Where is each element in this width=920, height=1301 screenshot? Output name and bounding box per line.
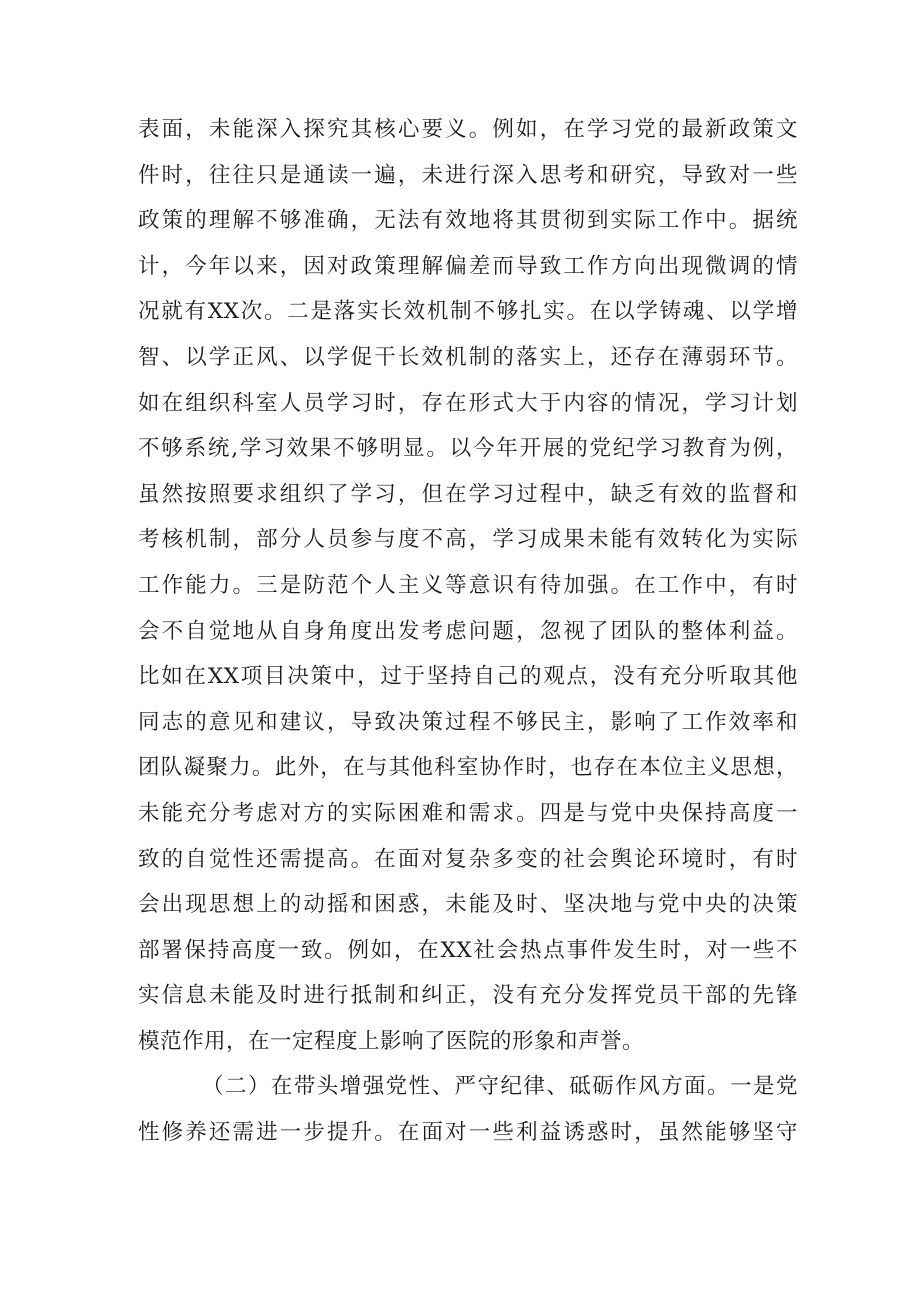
text-line: 会出现思想上的动摇和困惑，未能及时、坚决地与党中央的决策 [138, 892, 798, 918]
text-line: 政策的理解不够准确，无法有效地将其贯彻到实际工作中。据统 [138, 208, 798, 234]
paragraph-end-line: 模范作用，在一定程度上影响了医院的形象和声誉。 [138, 1028, 645, 1054]
text-line: 工作能力。三是防范个人主义等意识有待加强。在工作中，有时 [138, 572, 798, 598]
text-line: 考核机制，部分人员参与度不高，学习成果未能有效转化为实际 [138, 527, 798, 553]
text-line: 同志的意见和建议，导致决策过程不够民主，影响了工作效率和 [138, 709, 798, 735]
text-line: 如在组织科室人员学习时，存在形式大于内容的情况，学习计划 [138, 390, 798, 416]
section-heading-line: （二）在带头增强党性、严守纪律、砥砺作风方面。一是党 [202, 1074, 798, 1100]
text-line: 比如在XX项目决策中，过于坚持自己的观点，没有充分听取其他 [138, 664, 798, 690]
text-line: 计，今年以来，因对政策理解偏差而导致工作方向出现微调的情 [138, 253, 798, 279]
text-line: 智、以学正风、以学促干长效机制的落实上，还存在薄弱环节。 [138, 344, 798, 370]
text-line: 实信息未能及时进行抵制和纠正，没有充分发挥党员干部的先锋 [138, 983, 798, 1009]
text-line: 致的自觉性还需提高。在面对复杂多变的社会舆论环境时，有时 [138, 846, 798, 872]
text-line: 表面，未能深入探究其核心要义。例如，在学习党的最新政策文 [138, 117, 798, 142]
text-line: 部署保持高度一致。例如，在XX社会热点事件发生时，对一些不 [138, 937, 798, 963]
text-line: 未能充分考虑对方的实际困难和需求。四是与党中央保持高度一 [138, 800, 798, 826]
text-line: 件时，往往只是通读一遍，未进行深入思考和研究，导致对一些 [138, 162, 798, 188]
text-line: 况就有XX次。二是落实长效机制不够扎实。在以学铸魂、以学增 [138, 299, 798, 325]
text-line: 虽然按照要求组织了学习，但在学习过程中，缺乏有效的监督和 [138, 481, 798, 507]
text-line: 性修养还需进一步提升。在面对一些利益诱惑时，虽然能够坚守 [138, 1120, 798, 1146]
text-line: 团队凝聚力。此外，在与其他科室协作时，也存在本位主义思想， [138, 755, 798, 781]
text-line: 会不自觉地从自身角度出发考虑问题，忽视了团队的整体利益。 [138, 618, 798, 644]
text-line: 不够系统,学习效果不够明显。以今年开展的党纪学习教育为例， [138, 436, 798, 462]
body-text [138, 107, 798, 1156]
